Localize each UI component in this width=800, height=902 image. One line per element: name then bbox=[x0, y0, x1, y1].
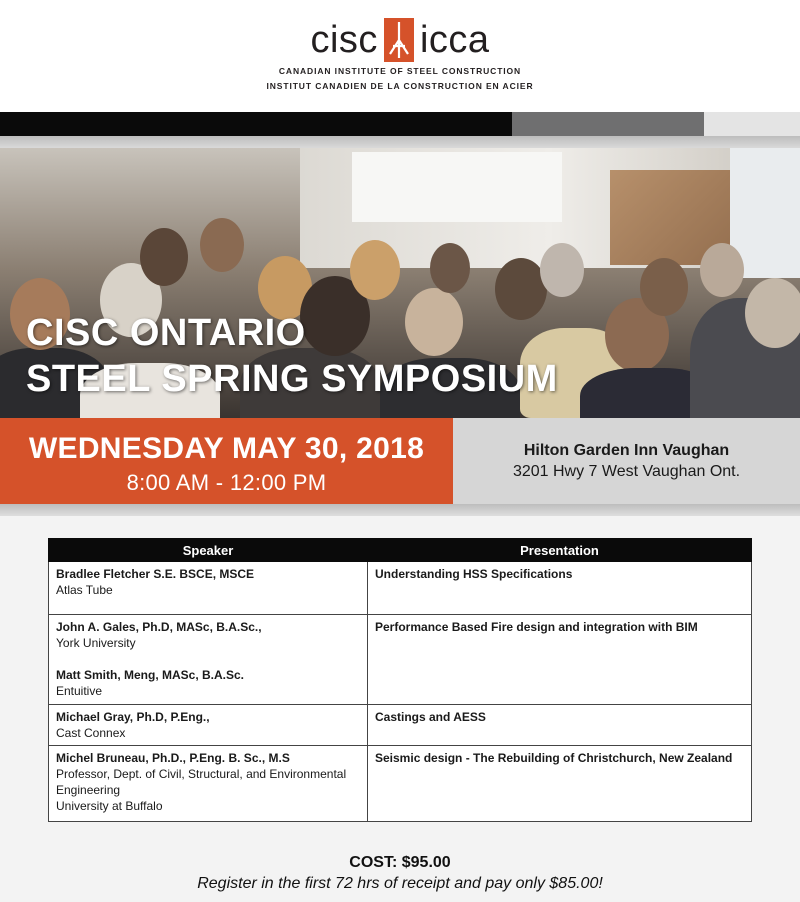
presentation-cell bbox=[368, 705, 752, 746]
presentation-cell bbox=[368, 746, 752, 822]
logo-left-word: cisc bbox=[310, 19, 378, 61]
speaker-affiliation: Entuitive bbox=[56, 684, 103, 698]
venue-banner bbox=[453, 418, 800, 504]
speaker-affiliation: Cast Connex bbox=[56, 726, 126, 740]
speaker-name: Michael Gray, Ph.D, P.Eng., bbox=[56, 710, 210, 724]
title-line-1: CISC ONTARIO bbox=[26, 312, 306, 354]
band-thin-bottom bbox=[0, 504, 800, 516]
event-time: 8:00 AM - 12:00 PM bbox=[126, 470, 327, 495]
early-registration-promo: Register in the first 72 hrs of receipt and pay only $85.00! bbox=[197, 875, 603, 892]
speaker-name: Matt Smith, Meng, MASc, B.A.Sc. bbox=[56, 668, 245, 682]
band-thin bbox=[0, 136, 800, 148]
symposium-title bbox=[26, 310, 558, 402]
table-row bbox=[49, 746, 752, 822]
band-black bbox=[0, 112, 512, 136]
cost-label: COST: $95.00 bbox=[349, 854, 451, 871]
speaker-affiliation-2: University at Buffalo bbox=[56, 799, 163, 813]
presentation-column-header: Presentation bbox=[368, 539, 752, 562]
cisc-logo bbox=[0, 18, 800, 92]
audience-photo bbox=[0, 148, 800, 418]
header bbox=[0, 0, 800, 112]
projector-screen bbox=[352, 152, 562, 222]
table-header-row bbox=[49, 539, 752, 562]
logo-tagline-en: CANADIAN INSTITUTE OF STEEL CONSTRUCTION bbox=[278, 66, 522, 76]
title-line-2: STEEL SPRING SYMPOSIUM bbox=[26, 358, 558, 400]
band-gray bbox=[512, 112, 704, 136]
venue-address: 3201 Hwy 7 West Vaughan Ont. bbox=[512, 463, 741, 480]
band-light bbox=[704, 112, 800, 136]
date-banner bbox=[0, 418, 453, 504]
presentation-cell bbox=[368, 615, 752, 705]
speaker-column-header: Speaker bbox=[49, 539, 368, 562]
speaker-cell bbox=[49, 705, 368, 746]
speaker-cell bbox=[49, 746, 368, 822]
table-row bbox=[49, 562, 752, 615]
speaker-cell bbox=[49, 615, 368, 705]
speaker-cell bbox=[49, 562, 368, 615]
speaker-name: Bradlee Fletcher S.E. BSCE, MSCE bbox=[56, 567, 255, 581]
logo-right-word: icca bbox=[419, 19, 490, 61]
speaker-affiliation: Atlas Tube bbox=[56, 583, 113, 597]
presentation-title: Understanding HSS Specifications bbox=[375, 567, 573, 581]
steel-beam-logo-icon bbox=[384, 18, 414, 62]
presentation-cell bbox=[368, 562, 752, 615]
speaker-name: John A. Gales, Ph.D, MASc, B.A.Sc., bbox=[56, 620, 262, 634]
presentation-title: Seismic design - The Rebuilding of Christchurch, New Zealand bbox=[375, 751, 733, 765]
presentation-title: Castings and AESS bbox=[375, 710, 486, 724]
speaker-affiliation: Professor, Dept. of Civil, Structural, and Environmental Engineering bbox=[56, 767, 347, 797]
table-row bbox=[49, 615, 752, 705]
table-row bbox=[49, 705, 752, 746]
schedule-table bbox=[48, 538, 752, 822]
speaker-name: Michel Bruneau, Ph.D., P.Eng. B. Sc., M.S bbox=[56, 751, 290, 765]
logo-tagline-fr: INSTITUT CANADIEN DE LA CONSTRUCTION EN ACIER bbox=[266, 81, 534, 91]
venue-name: Hilton Garden Inn Vaughan bbox=[523, 442, 730, 459]
speaker-affiliation: York University bbox=[56, 636, 136, 650]
event-date: WEDNESDAY MAY 30, 2018 bbox=[28, 432, 425, 465]
presentation-title: Performance Based Fire design and integration with BIM bbox=[375, 620, 698, 634]
